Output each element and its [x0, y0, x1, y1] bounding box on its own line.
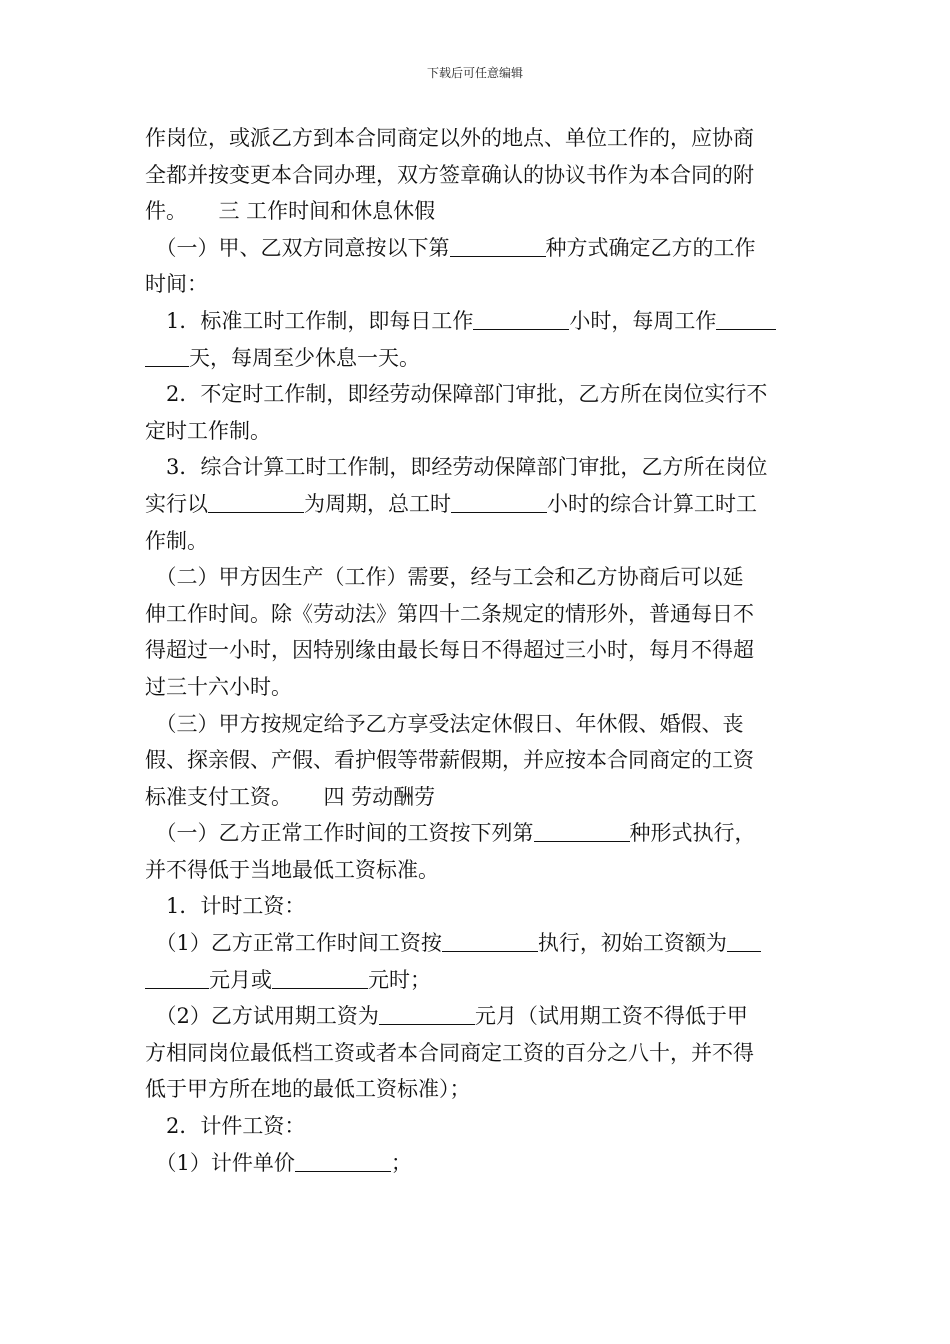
- text-line: [145, 706, 810, 743]
- text-line: [145, 669, 810, 706]
- text-line: [145, 486, 810, 523]
- fill-in-blank[interactable]: [208, 488, 304, 513]
- text-line: [145, 559, 810, 596]
- text-segment: ；: [390, 1150, 412, 1175]
- text-line: [145, 742, 810, 779]
- text-line: [145, 925, 810, 962]
- text-line: [145, 523, 810, 560]
- text-segment: 元时；: [368, 967, 431, 992]
- text-segment: 实行以: [145, 491, 208, 516]
- section-heading-remuneration: 标准支付工资。 四 劳动酬劳: [145, 784, 436, 809]
- text-line: [145, 1145, 810, 1182]
- text-segment: 1．标准工时工作制，即每日工作: [145, 308, 474, 333]
- text-line: [145, 340, 810, 377]
- text-segment: 小时，每周工作: [569, 308, 717, 333]
- text-line: [145, 1035, 810, 1072]
- text-segment: 定时工作制。: [145, 418, 271, 443]
- text-line: [145, 779, 810, 816]
- text-segment: 执行，初始工资额为: [537, 931, 727, 956]
- text-segment: 伸工作时间。除《劳动法》第四十二条规定的情形外，普通每日不: [145, 601, 754, 626]
- text-line: [145, 266, 810, 303]
- text-line: [145, 193, 810, 230]
- fill-in-blank[interactable]: [272, 964, 368, 989]
- text-line: [145, 120, 810, 157]
- text-segment: 3．综合计算工时工作制，即经劳动保障部门审批，乙方所在岗位: [145, 455, 768, 480]
- text-segment: （1）乙方正常工作时间工资按: [145, 931, 442, 956]
- text-segment: 全都并按变更本合同办理，双方签章确认的协议书作为本合同的附: [145, 162, 754, 187]
- fill-in-blank[interactable]: [145, 342, 189, 367]
- fill-in-blank[interactable]: [451, 488, 547, 513]
- text-line: [145, 998, 810, 1035]
- text-segment: （一）乙方正常工作时间的工资按下列第: [145, 821, 534, 846]
- text-segment: 假、探亲假、产假、看护假等带薪假期，并应按本合同商定的工资: [145, 748, 754, 773]
- text-line: [145, 962, 810, 999]
- text-segment: （三）甲方按规定给予乙方享受法定休假日、年休假、婚假、丧: [145, 711, 744, 736]
- text-segment: 低于甲方所在地的最低工资标准）；: [145, 1077, 471, 1102]
- text-segment: 时间：: [145, 272, 208, 297]
- text-line: [145, 230, 810, 267]
- text-segment: 小时的综合计算工时工: [547, 491, 757, 516]
- contract-body: [145, 120, 810, 1181]
- text-line: [145, 632, 810, 669]
- text-segment: 得超过一小时，因特别缘由最长每日不得超过三小时，每月不得超: [145, 638, 754, 663]
- text-segment: 为周期，总工时: [304, 491, 451, 516]
- text-segment: 1．计时工资：: [145, 894, 306, 919]
- text-line: [145, 596, 810, 633]
- text-line: [145, 157, 810, 194]
- text-line: [145, 449, 810, 486]
- fill-in-blank[interactable]: [145, 964, 209, 989]
- text-segment: 2．计件工资：: [145, 1114, 306, 1139]
- text-segment: （1）计件单价: [145, 1150, 295, 1175]
- text-line: [145, 376, 810, 413]
- text-line: [145, 1071, 810, 1108]
- page-header-note: 下载后可任意编辑: [426, 66, 523, 80]
- text-segment: 并不得低于当地最低工资标准。: [145, 857, 439, 882]
- text-segment: 过三十六小时。: [145, 674, 292, 699]
- fill-in-blank[interactable]: [450, 232, 546, 257]
- text-segment: 作岗位，或派乙方到本合同商定以外的地点、单位工作的，应协商: [145, 126, 754, 150]
- text-segment: （二）甲方因生产（工作）需要，经与工会和乙方协商后可以延: [145, 565, 744, 590]
- text-segment: 作制。: [145, 528, 208, 553]
- text-segment: 种方式确定乙方的工作: [545, 235, 756, 260]
- text-line: [145, 303, 810, 340]
- text-segment: 种形式执行，: [629, 821, 756, 846]
- text-segment: （一）甲、乙双方同意按以下第: [145, 235, 450, 260]
- text-line: [145, 1108, 810, 1145]
- fill-in-blank[interactable]: [442, 927, 538, 952]
- fill-in-blank[interactable]: [473, 305, 569, 330]
- text-segment: 2．不定时工作制，即经劳动保障部门审批，乙方所在岗位实行不: [145, 382, 768, 407]
- section-heading-work-hours: 件。 三 工作时间和休息休假: [145, 199, 436, 224]
- fill-in-blank[interactable]: [295, 1147, 391, 1172]
- text-segment: 方相同岗位最低档工资或者本合同商定工资的百分之八十，并不得: [145, 1040, 754, 1065]
- text-segment: 天，每周至少休息一天。: [189, 345, 420, 370]
- fill-in-blank[interactable]: [727, 927, 761, 952]
- text-line: [145, 815, 810, 852]
- text-line: [145, 413, 810, 450]
- fill-in-blank[interactable]: [379, 1000, 475, 1025]
- text-segment: 元月（试用期工资不得低于甲: [474, 1004, 748, 1029]
- text-line: [145, 852, 810, 889]
- text-segment: （2）乙方试用期工资为: [145, 1004, 379, 1029]
- fill-in-blank[interactable]: [534, 817, 630, 842]
- fill-in-blank[interactable]: [716, 305, 776, 330]
- text-segment: 元月或: [209, 967, 272, 992]
- text-line: [145, 888, 810, 925]
